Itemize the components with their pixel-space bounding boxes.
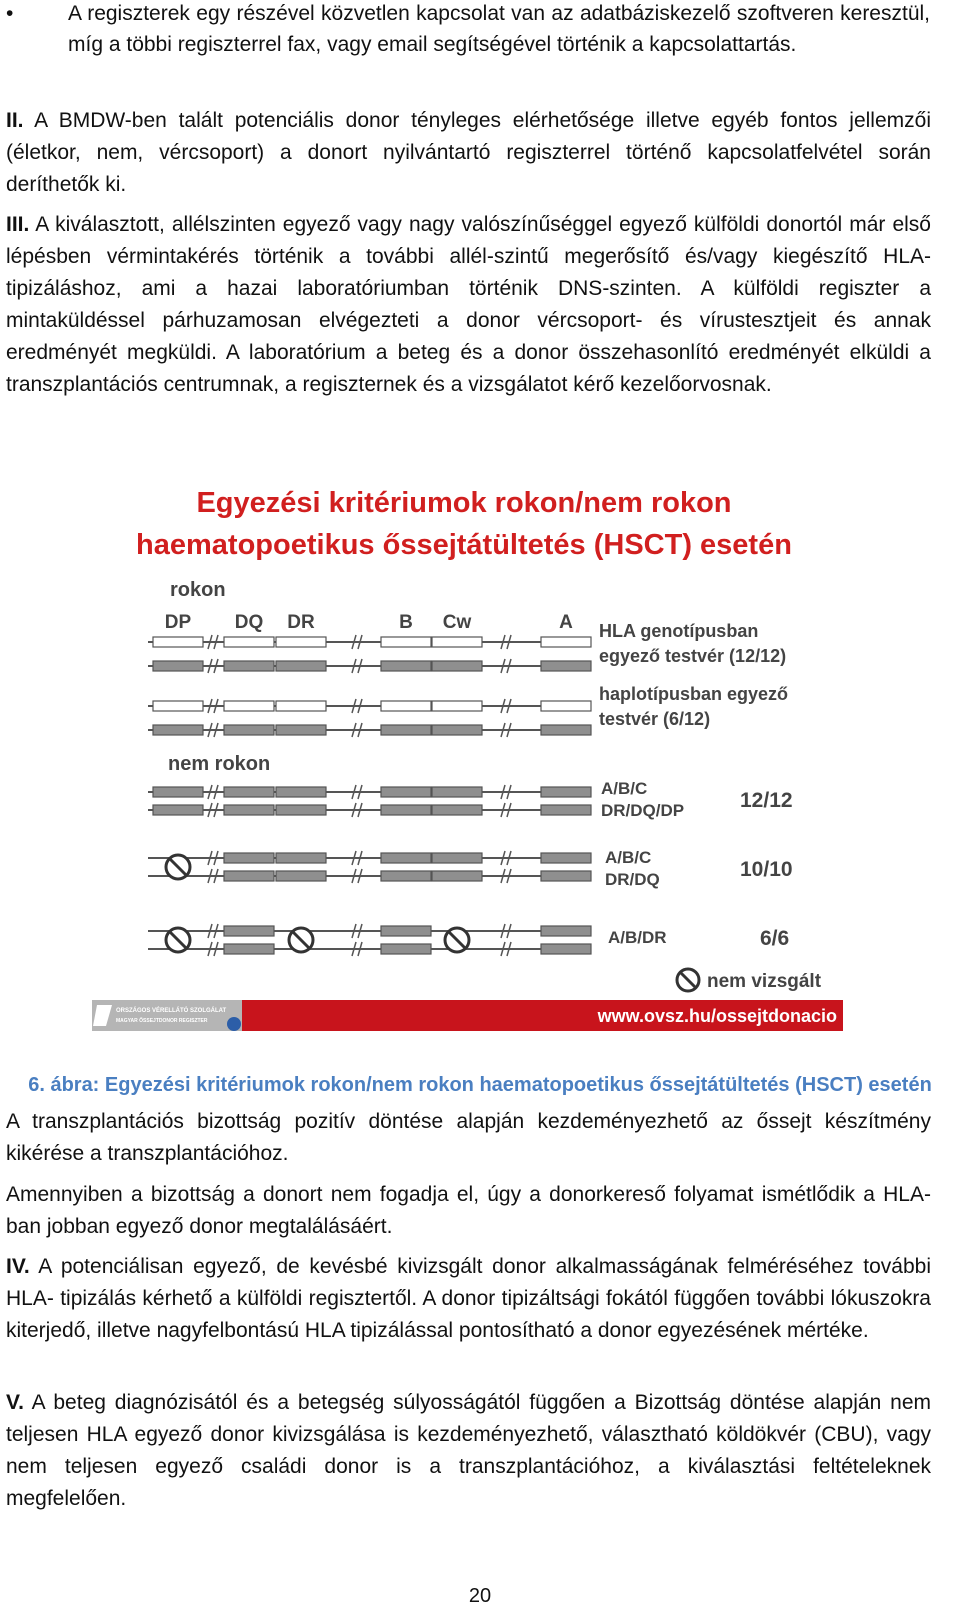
roman-numeral-v: V. <box>6 1391 24 1414</box>
hla-allele-bar <box>541 701 591 711</box>
hla-allele-bar <box>153 725 203 735</box>
hla-allele-bar <box>432 853 482 863</box>
locus-label-dr: DR <box>287 612 315 633</box>
hla-allele-bar <box>276 661 326 671</box>
row1-label-line2: egyező testvér (12/12) <box>599 646 787 666</box>
hla-allele-bar <box>224 787 274 797</box>
roman-numeral-iii: III. <box>6 213 30 236</box>
hla-allele-bar <box>432 787 482 797</box>
row3-label-line1: A/B/C <box>601 779 648 798</box>
locus-label-cw: Cw <box>442 612 472 633</box>
hla-allele-bar <box>276 637 326 647</box>
hla-allele-bar <box>276 701 326 711</box>
hla-allele-bar <box>381 853 431 863</box>
section-label-related: rokon <box>170 579 226 601</box>
row4-label-line1: A/B/C <box>605 848 652 867</box>
row3-score: 12/12 <box>740 789 793 812</box>
paragraph-committee: A transzplantációs bizottság pozitív döntése alapján kezdeményezhető az őssejt készítmény kikérése a transzplantációhoz. <box>6 1110 931 1165</box>
bullet-text: A regiszterek egy részével közvetlen kapcsolat van az adatbáziskezelő szoftveren keresztül, míg a többi regiszterrel fax, vagy email segítségével történik a kapcsolattartás. <box>68 2 930 56</box>
footer-logo-panel <box>92 1000 242 1031</box>
hla-allele-bar <box>541 725 591 735</box>
hla-matching-figure <box>88 474 846 1064</box>
locus-label-b: B <box>399 612 413 633</box>
hla-allele-bar <box>224 853 274 863</box>
hla-allele-bar <box>224 701 274 711</box>
hla-allele-bar <box>541 661 591 671</box>
row2-label-line1: haplotípusban egyező <box>599 684 789 704</box>
hla-allele-bar <box>541 787 591 797</box>
hla-allele-bar <box>541 805 591 815</box>
hla-allele-bar <box>541 944 591 954</box>
hla-allele-bar <box>432 871 482 881</box>
hla-allele-bar <box>381 944 431 954</box>
hla-allele-bar <box>381 805 431 815</box>
hla-allele-bar <box>224 805 274 815</box>
locus-label-a: A <box>559 612 573 633</box>
hla-allele-bar <box>432 725 482 735</box>
hla-allele-bar <box>224 926 274 936</box>
roman-numeral-iv: IV. <box>6 1255 30 1278</box>
hla-allele-bar <box>153 637 203 647</box>
row3-label-line2: DR/DQ/DP <box>601 801 685 820</box>
row5-label: A/B/DR <box>608 928 667 947</box>
row4-label-line2: DR/DQ <box>605 870 660 889</box>
footer-org-line1: ORSZÁGOS VÉRELLÁTÓ SZOLGÁLAT <box>116 1008 227 1014</box>
registry-logo-icon <box>227 1017 241 1031</box>
hla-allele-bar <box>541 637 591 647</box>
hla-allele-bar <box>381 637 431 647</box>
figure-title-line1: Egyezési kritériumok rokon/nem rokon <box>196 487 732 519</box>
locus-label-dp: DP <box>164 612 192 633</box>
hla-allele-bar <box>381 787 431 797</box>
paragraph-iv <box>6 1251 931 1347</box>
hla-allele-bar <box>224 944 274 954</box>
hla-allele-bar <box>432 637 482 647</box>
row1-label-line1: HLA genotípusban <box>599 621 759 641</box>
hla-allele-bar <box>381 871 431 881</box>
paragraph-rejection: Amennyiben a bizottság a donort nem fogadja el, úgy a donorkereső folyamat ismétlődik a HLA-ban jobban egyező donor megtalálásáért. <box>6 1183 931 1238</box>
paragraph-ii <box>6 105 931 201</box>
hla-allele-bar <box>276 725 326 735</box>
hla-allele-bar <box>381 725 431 735</box>
hla-allele-bar <box>541 871 591 881</box>
hla-matching-diagram <box>88 474 846 1064</box>
hla-allele-bar <box>541 926 591 936</box>
row5-score: 6/6 <box>760 927 790 950</box>
hla-allele-bar <box>541 853 591 863</box>
row4-score: 10/10 <box>740 858 793 881</box>
paragraph-iii-text: A kiválasztott, allélszinten egyező vagy nagy valószínűséggel egyező külföldi donortól már első lépésben vérmintakérés történik a további allél-szintű megerősítő és/vagy kiegészítő HLA- tipizáláshoz, ami a hazai laboratóriumban történik DNS-szinten. A külföldi regiszter a mintaküldéssel párhuzamosan elvégezteti a donor vércsoport- és vírustesztjeit és annak eredményét megküldi. A laboratórium a beteg és a donor összehasonlító eredményét elküldi a transzplantációs centrumnak, a regiszternek és a vizsgálatot kérő kezelőorvosnak. <box>6 213 931 396</box>
hla-allele-bar <box>276 805 326 815</box>
paragraph-v <box>6 1387 931 1515</box>
paragraph-ii-text: A BMDW-ben talált potenciális donor tényleges elérhetősége illetve egyéb fontos jellemzői (életkor, nem, vércsoport) a donort nyilvántartó regiszterrel történő kapcsolatfelvétel során deríthetők ki. <box>6 109 931 196</box>
hla-allele-bar <box>224 871 274 881</box>
page-number: 20 <box>468 1585 492 1607</box>
roman-numeral-ii: II. <box>6 109 24 132</box>
hla-allele-bar <box>224 637 274 647</box>
hla-allele-bar <box>432 701 482 711</box>
hla-allele-bar <box>276 787 326 797</box>
row2-label-line2: testvér (6/12) <box>599 709 711 729</box>
locus-label-dq: DQ <box>234 612 264 633</box>
hla-allele-bar <box>224 725 274 735</box>
footer-org-line2: MAGYAR ŐSSEJTDONOR REGISZTER <box>116 1018 208 1024</box>
paragraph-v-text: A beteg diagnózisától és a betegség súlyosságától függően a Bizottság döntése alapján nem teljesen HLA egyező donor kivizsgálása is kezdeményezhető, választható köldökvér (CBU), vagy nem teljesen egyező családi donor is a transzplantációhoz, a kiválasztási feltételeknek megfelelően. <box>6 1391 931 1510</box>
figure-caption: 6. ábra: Egyezési kritériumok rokon/nem rokon haematopoetikus őssejtátültetés (HSCT) esetén <box>28 1074 932 1096</box>
footer-url: www.ovsz.hu/ossejtdonacio <box>597 1006 837 1026</box>
paragraph-iv-text: A potenciálisan egyező, de kevésbé kivizsgált donor alkalmasságának felméréséhez további HLA- tipizálás kérhető a külföldi regisztertől. A donor tipizáltsági fokától függően további lókuszokra kiterjedő, illetve nagyfelbontású HLA tipizálással pontosítható a donor egyezésének mértéke. <box>6 1255 931 1342</box>
legend-not-tested: nem vizsgált <box>707 971 822 992</box>
hla-allele-bar <box>153 805 203 815</box>
hla-allele-bar <box>381 661 431 671</box>
figure-title-line2: haematopoetikus őssejtátültetés (HSCT) esetén <box>136 529 792 561</box>
hla-allele-bar <box>381 701 431 711</box>
hla-allele-bar <box>224 661 274 671</box>
section-label-unrelated: nem rokon <box>168 753 271 775</box>
hla-allele-bar <box>153 787 203 797</box>
bullet-paragraph <box>0 0 960 94</box>
hla-allele-bar <box>276 853 326 863</box>
bullet-symbol: • <box>6 2 14 25</box>
paragraph-iii <box>6 209 931 401</box>
hla-allele-bar <box>432 661 482 671</box>
hla-allele-bar <box>381 926 431 936</box>
hla-allele-bar <box>276 871 326 881</box>
hla-allele-bar <box>153 661 203 671</box>
hla-allele-bar <box>153 701 203 711</box>
hla-allele-bar <box>432 805 482 815</box>
